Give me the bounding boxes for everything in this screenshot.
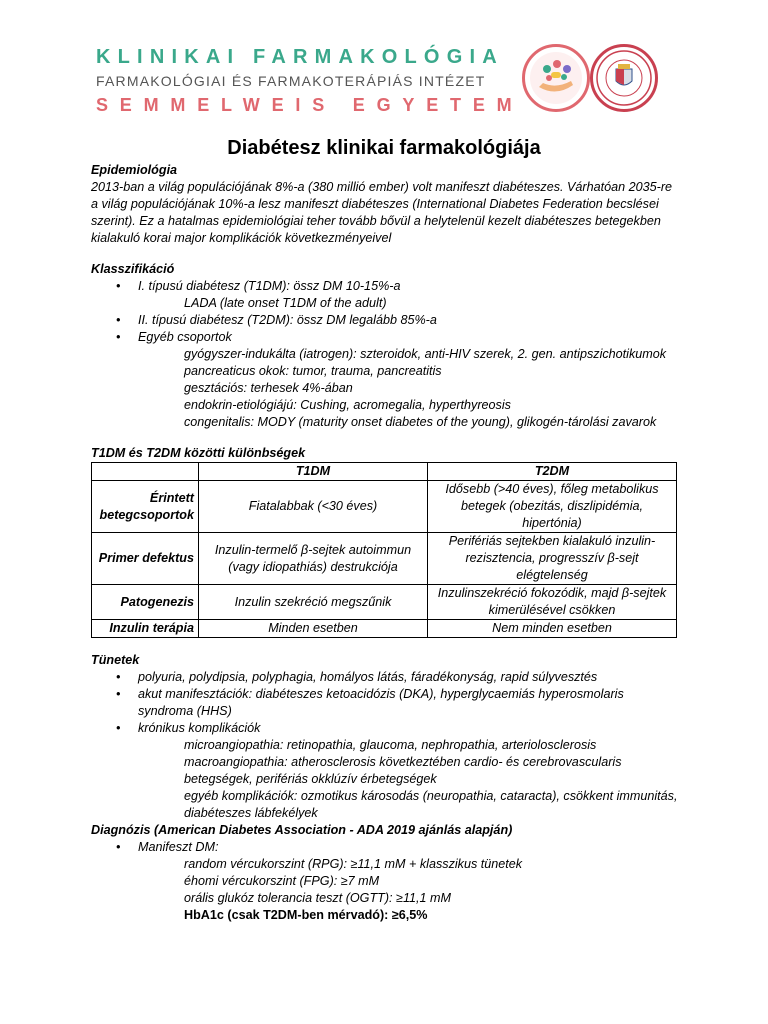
epidemiology-heading: Epidemiológia xyxy=(91,163,178,177)
list-item: pancreaticus okok: tumor, trauma, pancreatitis xyxy=(184,364,442,378)
list-item: microangiopathia: retinopathia, glaucoma, nephropathia, arteriolosclerosis xyxy=(184,738,597,752)
university-seal-icon xyxy=(590,44,658,112)
table-heading: T1DM és T2DM közötti különbségek xyxy=(91,446,306,460)
table-cell: Inzulin-termelő β-sejtek autoimmun (vagy idiopathiás) destrukciója xyxy=(199,533,428,585)
comparison-table xyxy=(91,462,677,638)
diagnosis-list xyxy=(91,839,681,856)
row-label: Érintett betegcsoportok xyxy=(92,481,199,533)
institute-header xyxy=(96,44,524,117)
row-label: Patogenezis xyxy=(92,585,199,620)
table-row xyxy=(92,533,677,585)
table-cell: Idősebb (>40 éves), főleg metabolikus betegek (obezitás, diszlipidémia, hipertónia) xyxy=(428,481,677,533)
list-item: congenitalis: MODY (maturity onset diabetes of the young), glikogén-tárolási zavarok xyxy=(184,415,657,429)
row-label: Inzulin terápia xyxy=(92,620,199,638)
list-item: • I. típusú diabétesz (T1DM): össz DM 10-15%-a xyxy=(91,278,681,295)
symptoms-heading: Tünetek xyxy=(91,653,140,667)
page-title: Diabétesz klinikai farmakológiája xyxy=(227,137,541,159)
diagnosis-heading: Diagnózis (American Diabetes Association - ADA 2019 ajánlás alapján) xyxy=(91,823,513,837)
header-line-3: SEMMELWEIS EGYETEM xyxy=(96,95,524,115)
list-item: gyógyszer-indukálta (iatrogen): szteroidok, anti-HIV szerek, 2. gen. antipszichotikumok xyxy=(184,347,667,361)
classification-list-2 xyxy=(91,312,681,346)
list-item: egyéb komplikációk: ozmotikus károsodás (neuropathia, cataracta), csökkent immunitás, diabéteszes lábfekélyek xyxy=(184,789,678,820)
table-header-t1dm: T1DM xyxy=(199,463,428,481)
table-header-row xyxy=(92,463,677,481)
table-row xyxy=(92,620,677,638)
list-item: • Manifeszt DM: xyxy=(91,839,681,856)
epidemiology-text: 2013-ban a világ populációjának 8%-a (380 millió ember) volt manifeszt diabéteszes. Várhatóan 2035-re a világ populációjának 10%-a lesz manifeszt diabéteszes (International Diabetes Federation becslései szerint). Ez a hatalmas epidemiológiai teher tovább bővül a helytelenül kezelt diabéteszes betegekben kialakuló korai major komplikációk következményeivel xyxy=(91,180,673,245)
list-item: macroangiopathia: atherosclerosis következtében cardio- és cerebrovascularis betegségek, perifériás okklúzív érbetegségek xyxy=(184,755,622,786)
header-line-1: KLINIKAI FARMAKOLÓGIA xyxy=(96,46,504,68)
table-corner-cell xyxy=(92,463,199,481)
table-cell: Minden esetben xyxy=(199,620,428,638)
list-item: endokrin-etiológiájú: Cushing, acromegalia, hyperthyreosis xyxy=(184,398,511,412)
symptoms-list xyxy=(91,669,681,737)
pharmacology-logo-icon xyxy=(522,44,590,112)
table-cell: Inzulin szekréció megszűnik xyxy=(199,585,428,620)
table-cell: Nem minden esetben xyxy=(428,620,677,638)
document-body xyxy=(91,162,681,924)
list-item: • Egyéb csoportok xyxy=(91,329,681,346)
list-item: gesztációs: terhesek 4%-ában xyxy=(184,381,353,395)
hba1c-criterion: HbA1c (csak T2DM-ben mérvadó): ≥6,5% xyxy=(184,908,428,922)
table-cell: Perifériás sejtekben kialakuló inzulin-rezisztencia, progresszív β-sejt elégtelenség xyxy=(428,533,677,585)
list-item: • polyuria, polydipsia, polyphagia, homályos látás, fáradékonyság, rapid súlyvesztés xyxy=(91,669,681,686)
list-item: LADA (late onset T1DM of the adult) xyxy=(184,296,387,310)
table-row xyxy=(92,585,677,620)
list-item: • krónikus komplikációk xyxy=(91,720,681,737)
classification-list xyxy=(91,278,681,295)
table-row xyxy=(92,481,677,533)
table-cell: Inzulinszekréció fokozódik, majd β-sejtek kimerülésével csökken xyxy=(428,585,677,620)
table-cell: Fiatalabbak (<30 éves) xyxy=(199,481,428,533)
header-line-2: FARMAKOLÓGIAI ÉS FARMAKOTERÁPIÁS INTÉZET xyxy=(96,73,486,89)
list-item: random vércukorszint (RPG): ≥11,1 mM + klasszikus tünetek xyxy=(184,857,523,871)
list-item: • akut manifesztációk: diabéteszes ketoacidózis (DKA), hyperglycaemiás hyperosmolaris syndroma (HHS) xyxy=(91,686,681,720)
classification-heading: Klasszifikáció xyxy=(91,262,175,276)
list-item: éhomi vércukorszint (FPG): ≥7 mM xyxy=(184,874,380,888)
row-label: Primer defektus xyxy=(92,533,199,585)
list-item: • II. típusú diabétesz (T2DM): össz DM legalább 85%-a xyxy=(91,312,681,329)
table-header-t2dm: T2DM xyxy=(428,463,677,481)
list-item: orális glukóz tolerancia teszt (OGTT): ≥11,1 mM xyxy=(184,891,452,905)
